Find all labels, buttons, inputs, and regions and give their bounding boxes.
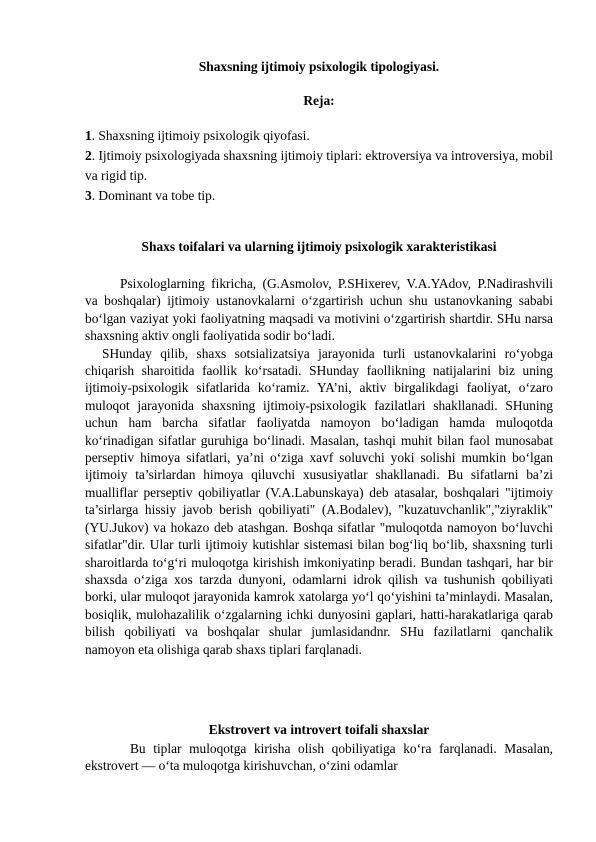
plan-item-number: 3 (85, 188, 92, 203)
section-heading-ekstrovert-introvert: Ekstrovert va introvert toifali shaxslar (208, 722, 430, 737)
section-body-ekstrovert-introvert (85, 740, 553, 775)
plan-item (85, 146, 553, 186)
plan-item (85, 186, 553, 206)
section-heading-shaxs-toifalari: Shaxs toifalari va ularning ijtimoiy psixologik xarakteristikasi (141, 239, 497, 254)
paragraph: Psixologlarning fikricha, (G.Asmolov, P.SHixerev, V.A.YAdov, P.Nadirashvili va boshqalar) ijtimoiy ustanovkalarni o‘zgartirish uchun shu ustanovkaning sababi bo‘lgan vaziyat yoki faoliyatning maqsadi va motivini o‘zgartirish shartdir. SHu narsa shaxsning aktiv ongli faoliyatida sodir bo‘ladi. (85, 276, 553, 344)
plan-item-text: . Dominant va tobe tip. (91, 188, 216, 203)
paragraph: Bu tiplar muloqotga kirisha olish qobiliyatiga ko‘ra farqlanadi. Masalan, ekstrovert — o‘ta muloqotga kirishuvchan, o‘zini odamlar (85, 741, 553, 774)
plan-item-number: 2 (85, 148, 92, 163)
plan-item-text: . Ijtimoiy psixologiyada shaxsning ijtimoiy tiplari: ektroversiya va introversiya, mobil va rigid tip. (85, 148, 553, 183)
plan-heading: Reja: (303, 93, 335, 108)
plan-list (85, 126, 553, 206)
plan-item-number: 1 (85, 128, 92, 143)
plan-item-text: . Shaxsning ijtimoiy psixologik qiyofasi. (91, 128, 310, 143)
paragraph: SHunday qilib, shaxs sotsializatsiya jarayonida turli ustanovkalarini ro‘yobga chiqarish sharoitida faollik ko‘rsatadi. SHunday faollikning natijalarini biz uning ijtimoiy-psixologik sifatlarida ko‘ramiz. YA’ni, aktiv birgalikdagi faoliyat, o‘zaro muloqot jarayonida shaxsning ijtimoiy-psixologik fazilatlari shakllanadi. SHuning uchun ham barcha sifatlar faoliyatda namoyon bo‘ladigan hamda muloqotda ko‘rinadigan sifatlar guruhiga bo‘linadi. Masalan, tashqi muhit bilan faol munosabat perseptiv himoya sifatlari, ya’ni o‘ziga xavf soluvchi yoki solishi mumkin bo‘lgan ijtimoiy ta’sirlardan himoya qiluvchi xususiyatlar shakllanadi. Bu sifatlarni ba’zi mualliflar perseptiv qobiliyatlar (V.A.Labunskaya) deb atasalar, boshqalari "ijtimoiy ta’sirlarga hissiy javob berish qobiliyati" (A.Bodalev), "kuzatuvchanlik","ziyraklik" (YU.Jukov) va hokazo deb atashgan. Boshqa sifatlar "muloqotda namoyon bo‘luvchi sifatlar"dir. Ular turli ijtimoiy kutishlar sistemasi bilan bog‘liq bo‘lib, shaxsning turli sharoitlarda to‘g‘ri muloqotga kirishish imkoniyatinp beradi. Bundan tashqari, har bir shaxsda o‘ziga xos tarzda dunyoni, odamlarni idrok qilish va tushunish qobiliyati borki, ular muloqot jarayonida kamrok xatolarga yo‘l qo‘yishini ta’minlaydi. Masalan, bosiqlik, mulohazalilik o‘zgalarning ichki dunyosini gaplari, hatti-harakatlariga qarab bilish qobiliyati va boshqalar shular jumlasidandnr. SHu fazilatlarni qanchalik namoyon eta olishiga qarab shaxs tiplari farqlanadi. (85, 345, 553, 657)
document-title: Shaxsning ijtimoiy psixologik tipologiyasi. (198, 59, 440, 74)
plan-item (85, 126, 553, 146)
section-body-shaxs-toifalari (85, 275, 553, 658)
